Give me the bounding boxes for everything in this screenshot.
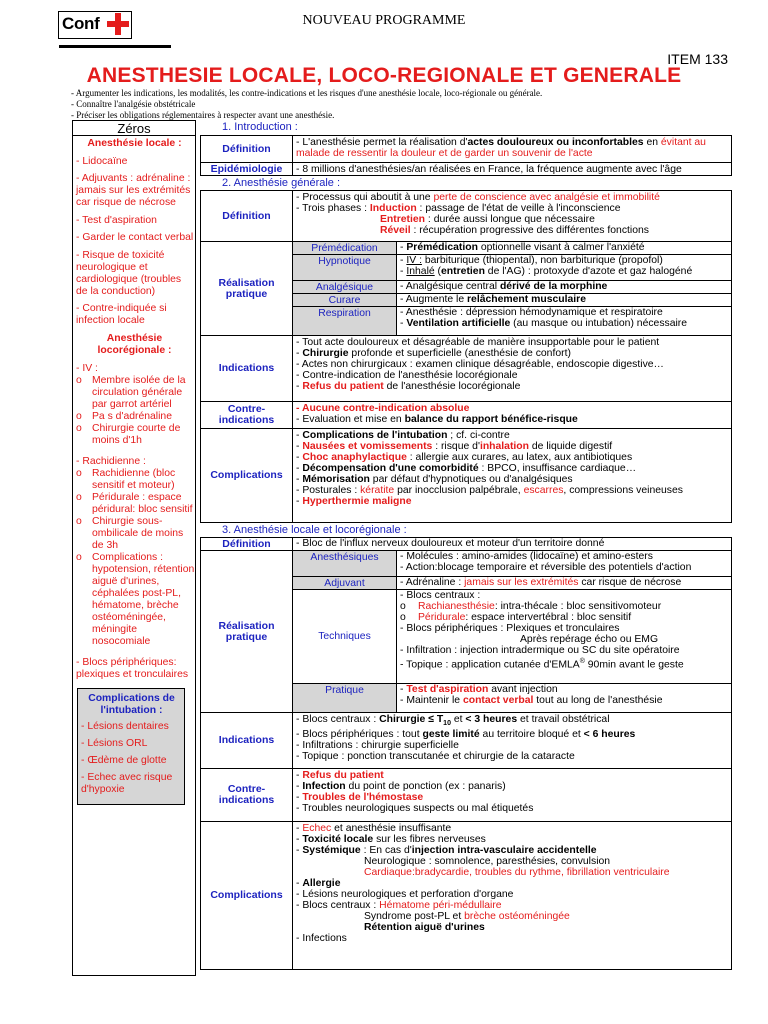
zeros-subitem: o Complications : hypotension, rétention aiguë d'urines, céphalées post-PL, hématome, brèche ostéoméningée, méningite nosocomiale [76,551,195,647]
row-text: - 8 millions d'anesthésies/an réalisées en France, la fréquence augmente avec l'âge [296,164,682,175]
curare-subrow: Curare - Augmente le relâchement musculaire [293,294,731,307]
zeros-item: - Risque de toxicité neurologique et cardiologique (troubles de la conduction) [76,249,182,297]
page-title: ANESTHESIE LOCALE, LOCO-REGIONALE ET GENERALE [86,64,682,87]
intubation-title: Complications de l'intubation : [88,692,175,716]
zeros-item: - Garder le contact verbal [76,232,194,243]
intubation-item: - Echec avec risque d'hypoxie [81,771,173,795]
local-title: Anesthésie locale : [87,138,182,149]
alr-complications-row [200,821,732,970]
row-text: - Echec et anesthésie insuffisante - Toxicité locale sur les fibres nerveuses - Systémique : En cas d'injection intra-vasculaire accidentelle Neurologique : somnolence, paresthésies, convulsion Cardiaque:bradycardie, troubles du rythme, fibrillation ventriculaire - Allergie - Lésions neurologiques et perforation d'organe - Blocs centraux : Hématome péri-médullaire Syndrome post-PL et brèche ostéoméningée Rétention aiguë d'urines - Infections [296,823,670,944]
alr-indications-row [200,712,732,769]
zeros-item: - IV : [76,362,98,374]
ag-contraindications-row [200,401,732,429]
zeros-subitem: o Chirurgie courte de moins d'1h [76,422,181,446]
row-label: Complications [201,429,293,522]
ag-definition-row [200,190,732,242]
row-label: Indications [201,336,293,401]
intro-epidemiology-row [200,162,732,176]
bullet-icon: o [76,491,82,503]
row-label: Définition [201,538,293,550]
hypnotique-subrow: Hypnotique - IV : barbiturique (thiopental), non barbiturique (propofol) - Inhalé (entretien de l'AG) : protoxyde d'azote et gaz halogéné [293,255,731,281]
objective-item: - Argumenter les indications, les modalités, les contre-indications et les risques d'une anesthésie locale, loco-régionale ou générale. [71,88,543,98]
locoreg-title: Anesthésie locorégionale : [97,333,172,356]
row-label: Indications [201,713,293,768]
alr-definition-row [200,537,732,551]
row-text: - Complications de l'intubation ; cf. ci-contre - Nausées et vomissements : risque d'inhalation de liquide digestif - Choc anaphylactique : allergie aux curares, au latex, aux antibiotiques - Décompensation d'une comorbidité : BPCO, insuffisance cardiaque… - Mémorisation par défaut d'hypnotiques ou d'analgésiques - Posturales : kératite par inocclusion palpébrale, escarres, compressions veineuses - Hyperthermie maligne [296,430,683,507]
bullet-icon: o [76,515,82,527]
premedication-subrow: Prémédication - Prémédication optionnelle visant à calmer l'anxiété [293,242,731,255]
row-label: Réalisation pratique [201,242,293,335]
pratique-subrow: Pratique - Test d'aspiration avant injection - Maintenir le contact verbal tout au long de l'anesthésie [293,684,731,712]
ag-complications-row [200,428,732,523]
row-text: - Tout acte douloureux et désagréable de manière insupportable pour le patient - Chirurgie profonde et superficielle (anesthésie de confort) - Actes non chirurgicaux : examen clinique désagréable, endoscopie digestive… - Contre-indication de l'anesthésie locorégionale - Refus du patient de l'anesthésie locorégionale [296,337,664,392]
zeros-item: - Blocs périphériques: plexiques et tronculaires [76,656,189,680]
zeros-subitem: o Pa s d'adrénaline [76,410,172,422]
intubation-item: - Lésions ORL [81,737,148,749]
row-label: Réalisation pratique [201,551,293,712]
techniques-subrow: Techniques - Blocs centraux : o Rachianesthésie : intra-thécale : bloc sensitivomoteur o Péridurale : espace intervertébral : bloc sensitif - Blocs périphériques : Plexiques et tronculaires Après repérage écho ou EMG - Infiltration : injection intradermique ou SC du site opératoire - Topique : application cutanée d'EMLA® 90min avant le geste [293,590,731,684]
zeros-item: - Rachidienne : [76,455,146,467]
zeros-item: - Adjuvants : adrénaline : jamais sur les extrémités car risque de nécrose [76,173,191,208]
zeros-subitem: o Membre isolée de la circulation générale par garrot artériel [76,374,186,410]
objective-item: - Connaître l'analgésie obstétricale [71,99,196,109]
respiration-subrow: Respiration - Anesthésie : dépression hémodynamique et respiratoire - Ventilation artificielle (au masque ou intubation) nécessaire [293,307,731,335]
zeros-subitem: o Péridurale : espace péridural: bloc sensitif [76,491,193,515]
section-heading: 2. Anesthésie générale : [222,177,341,189]
item-number: ITEM 133 [667,51,728,67]
objectives-list [71,88,711,121]
row-label: Définition [201,136,293,162]
anesthesiques-subrow: Anesthésiques - Molécules : amino-amides (lidocaïne) et amino-esters - Action:blocage temporaire et réversible des potentiels d'action [293,551,731,577]
zeros-subitem: o Chirurgie sous-ombilicale de moins de 3h [76,515,184,551]
section-heading: 1. Introduction : [222,121,298,133]
logo-text: Conf [62,14,100,33]
ag-indications-row [200,335,732,402]
row-text: - Refus du patient - Infection du point de ponction (ex : panaris) - Troubles de l'hémostase - Troubles neurologiques suspects ou mal étiquetés [296,770,534,814]
intro-definition-row [200,135,732,163]
program-heading: NOUVEAU PROGRAMME [302,13,466,28]
main-table [196,120,736,970]
bullet-icon: o [76,410,82,422]
row-label: Définition [201,191,293,241]
row-text: - Processus qui aboutit à une perte de conscience avec analgésie et immobilité - Trois phases : Induction : passage de l'état de veille à l'inconscience Entretien : durée aussi longue que nécessaire Réveil : récupération progressive des différentes fonctions [296,192,660,236]
zeros-subitem: o Rachidienne (bloc sensitif et moteur) [76,467,176,491]
logo-underline [59,45,171,48]
bullet-icon: o [76,551,82,563]
ag-realisation-row [200,241,732,336]
row-text: - Aucune contre-indication absolue - Evaluation et mise en balance du rapport bénéfice-risque [296,403,578,425]
section-heading: 3. Anesthésie locale et locorégionale : [222,524,407,536]
bullet-icon: o [76,374,82,386]
zeros-sidebar [72,120,196,976]
zeros-item: - Lidocaïne [76,155,128,167]
alr-realisation-row [200,550,732,713]
intubation-box [77,688,185,805]
adjuvant-subrow: Adjuvant - Adrénaline : jamais sur les extrémités car risque de nécrose [293,577,731,590]
analgesique-subrow: Analgésique - Analgésique central dérivé de la morphine [293,281,731,294]
row-text: - Bloc de l'influx nerveux douloureux et moteur d'un territoire donné [296,538,605,549]
row-label: Contre-indications [201,402,293,428]
zeros-item: - Test d'aspiration [76,214,157,226]
row-label: Contre-indications [201,769,293,821]
intubation-item: - Lésions dentaires [81,720,169,732]
row-text: - Blocs centraux : Chirurgie ≤ $T_{10}$ et < 3 heures et travail obstétrical - Blocs périphériques : tout geste limité au territoire bloqué et < 6 heures - Infiltrations : chirurgie superficielle - Topique : ponction transcutanée et chirurgie de la cataracte [296,714,636,763]
alr-contraindications-row [200,768,732,822]
intubation-item: - Œdème de glotte [81,754,167,766]
row-label: Epidémiologie [201,163,293,175]
bullet-icon: o [76,467,82,479]
bullet-icon: o [76,422,82,434]
zeros-heading: Zéros [73,121,195,136]
objective-item: - Préciser les obligations réglementaires à respecter avant une anesthésie. [71,110,335,120]
row-label: Complications [201,822,293,969]
zeros-item: - Contre-indiquée si infection locale [76,303,167,326]
row-text: - L'anesthésie permet la réalisation d'actes douloureux ou inconfortables en évitant au malade de ressentir la douleur et de garder un souvenir de l'acte [296,137,706,159]
